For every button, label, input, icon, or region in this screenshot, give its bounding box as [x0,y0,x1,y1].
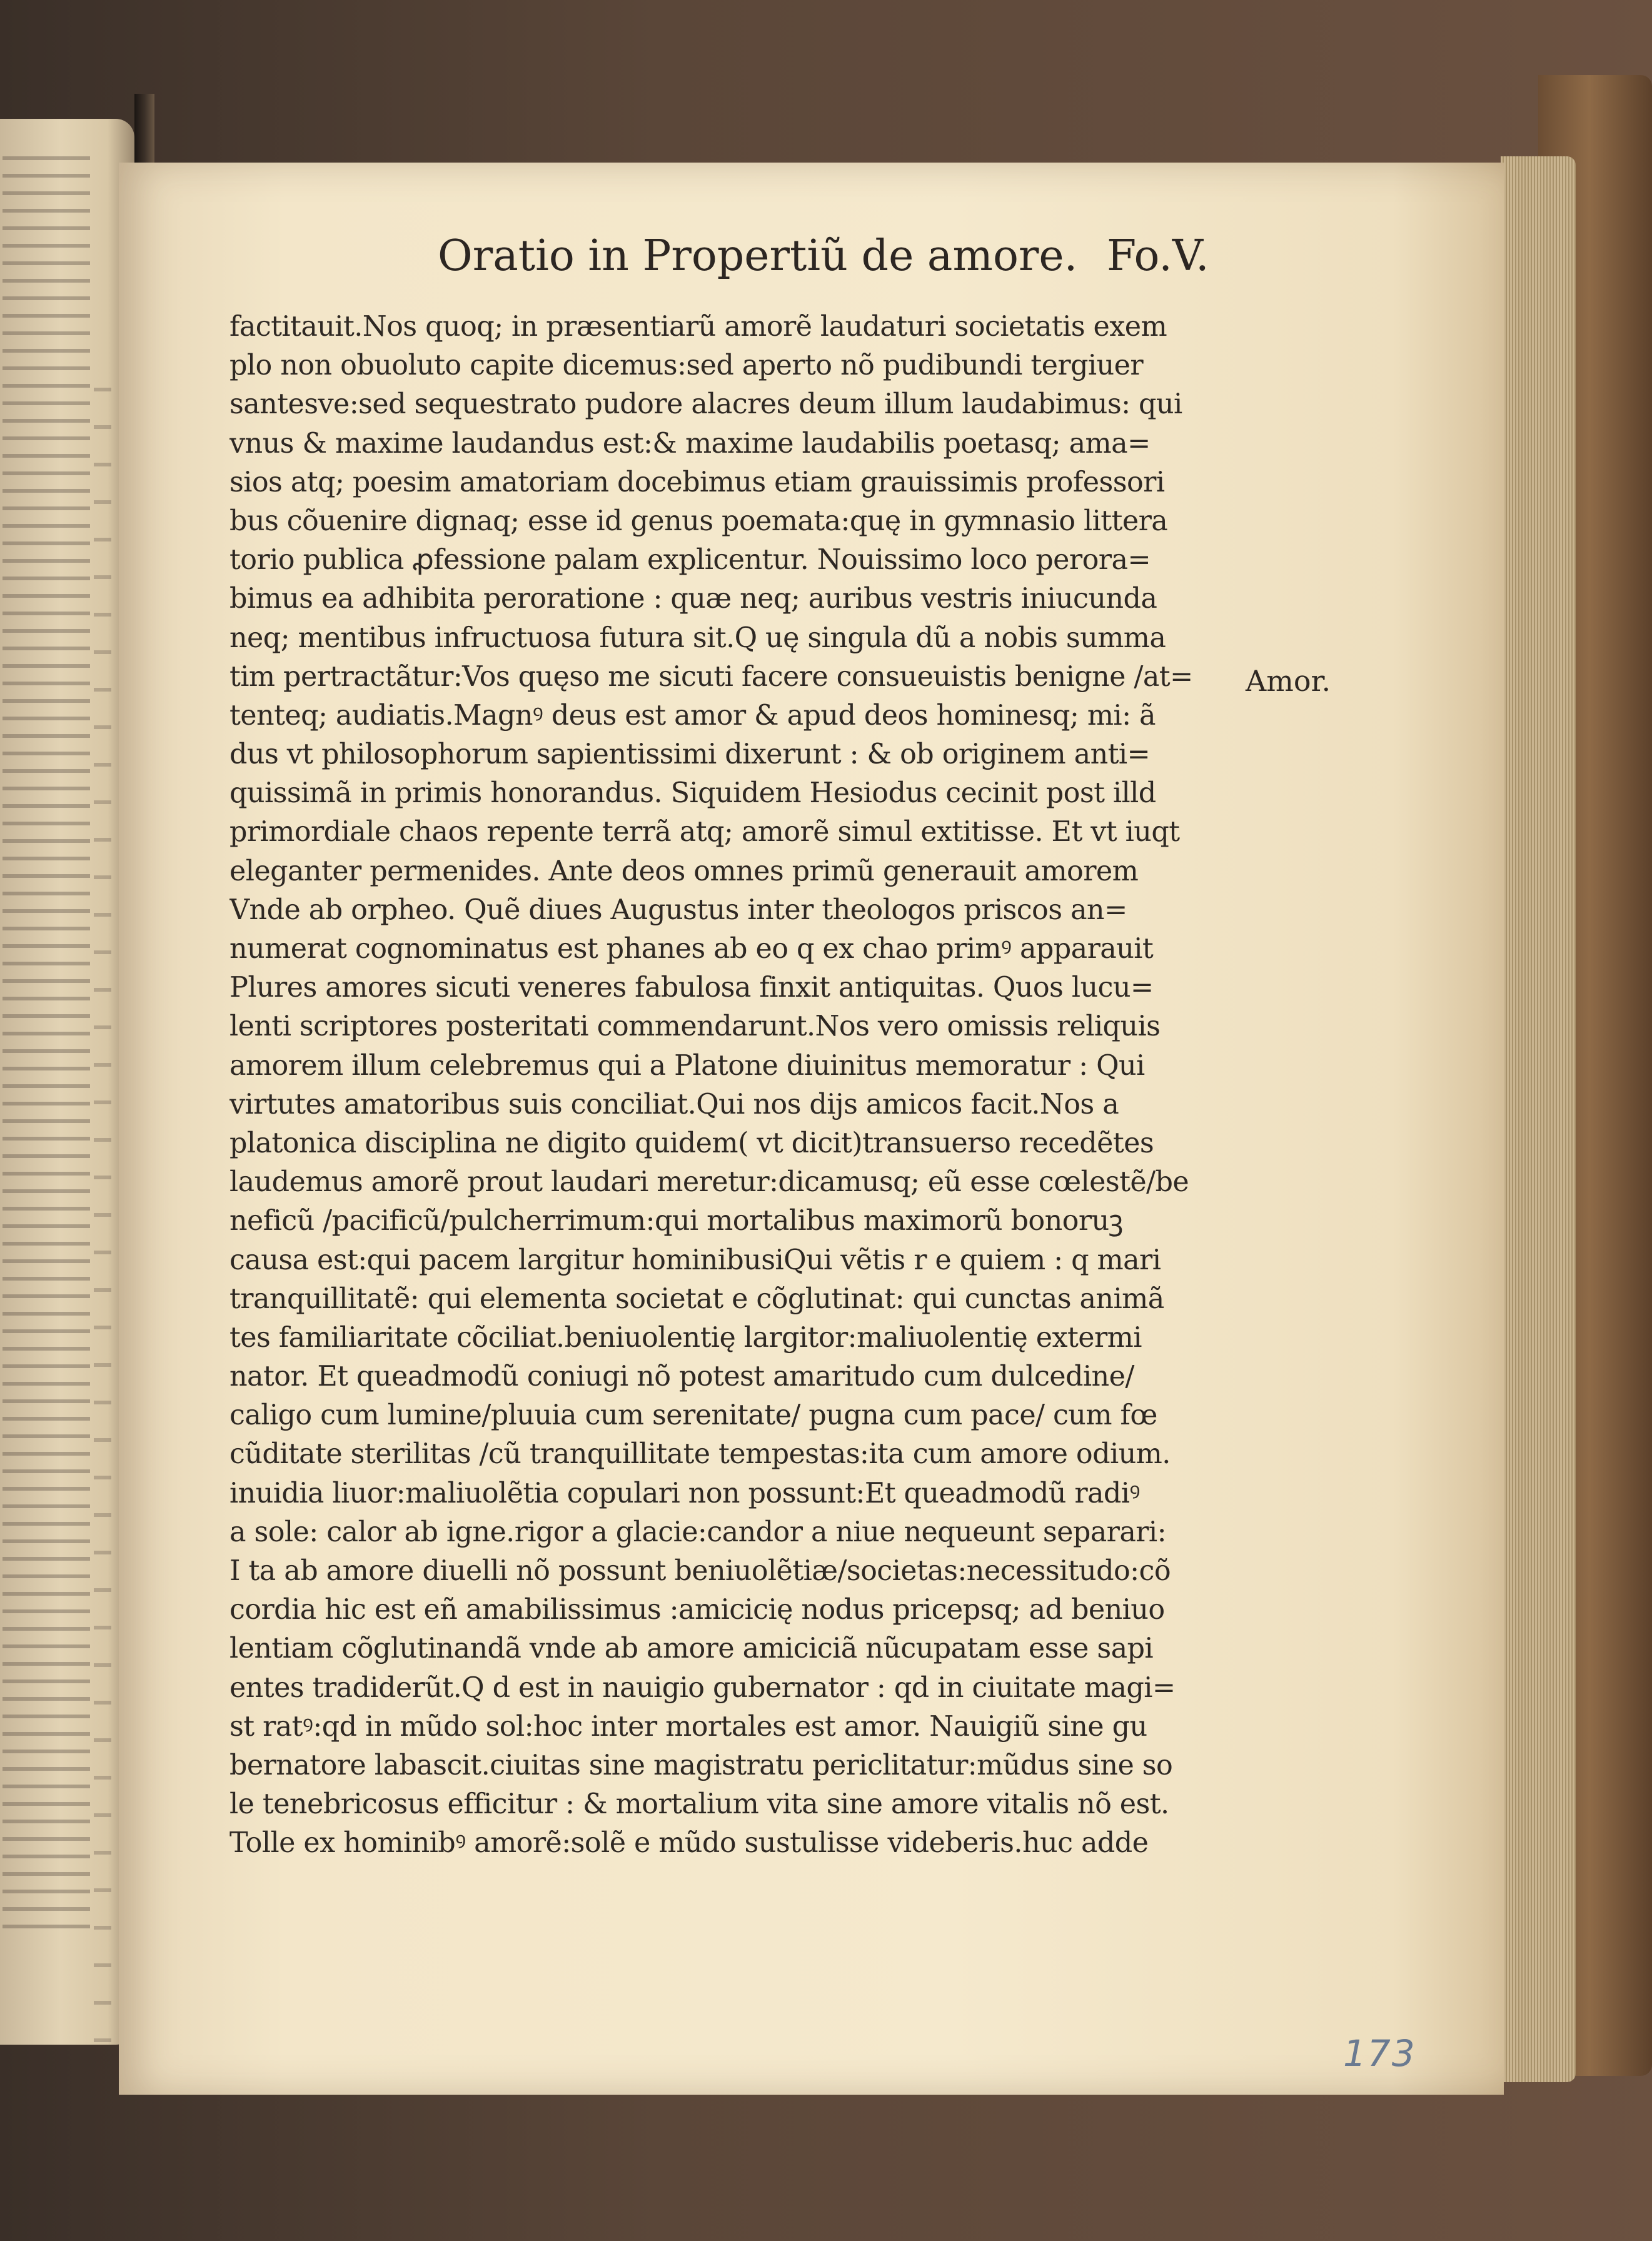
page-fore-edge [1501,156,1576,2082]
text-line: tranquillitatẽ: qui elementa societat e cõglutinat: qui cunctas animã [229,1282,1164,1315]
text-line: tim pertractãtur:Vos quęso me sicuti facere consueuistis benigne /at= [229,660,1193,693]
text-line: le tenebricosus efficitur : & mortalium vita sine amore vitalis nõ est. [229,1788,1169,1821]
text-line: amorem illum celebremus qui a Platone diuinitus memoratur : Qui [229,1049,1145,1082]
text-line: I ta ab amore diuelli nõ possunt beniuolẽtiæ/societas:necessitudo:cõ [229,1555,1171,1587]
text-line: Tolle ex hominibꝰ amorẽ:solẽ e mũdo sustulisse videberis.huc adde [229,1827,1149,1860]
text-line: Plures amores sicuti veneres fabulosa finxit antiquitas. Quos lucu= [229,972,1154,1004]
text-line: inuidia liuor:maliuolẽtia copulari non possunt:Et queadmodũ radiꝰ [229,1477,1140,1509]
running-header [438,231,1219,281]
text-line: neq; mentibus infructuosa futura sit.Q uę singula dũ a nobis summa [229,622,1166,654]
text-line: numerat cognominatus est phanes ab eo q ex chao primꝰ apparauit [229,933,1154,965]
text-line: quissimã in primis honorandus. Siquidem Hesiodus cecinit post illd [229,777,1156,810]
left-page [0,119,134,2045]
text-line: lentiam cõglutinandã vnde ab amore amiciciã nũcupatam esse sapi [229,1633,1154,1665]
text-line: sios atq; poesim amatoriam docebimus etiam grauissimis professori [229,466,1165,498]
marginal-note: Amor. [1246,664,1331,698]
text-line: virtutes amatoribus suis conciliat.Qui nos dijs amicos facit.Nos a [229,1088,1119,1120]
text-line: tes familiaritate cõciliat.beniuolentię largitor:maliuolentię extermi [229,1321,1142,1354]
text-line: cordia hic est eñ amabilissimus :amicicię nodus pricepsq; ad beniuo [229,1594,1165,1626]
text-line: factitauit.Nos quoq; in præsentiarũ amorẽ laudaturi societatis exem [229,311,1167,343]
text-line: plo non obuoluto capite dicemus:sed aperto nõ pudibundi tergiuer [229,350,1143,382]
text-line: causa est:qui pacem largitur hominibusiQui vẽtis r e quiem : q mari [229,1244,1161,1276]
folio-number: Fo.V. [1107,231,1209,281]
text-line: lenti scriptores posteritati commendarunt.Nos vero omissis reliquis [229,1010,1161,1043]
text-line: nator. Et queadmodũ coniugi nõ potest amaritudo cum dulcedine/ [229,1361,1134,1393]
text-line: tenteq; audiatis.Magnꝰ deus est amor & apud deos hominesq; mi: ã [229,699,1156,732]
text-line: eleganter permenides. Ante deos omnes primũ generauit amorem [229,855,1139,887]
text-line: neficũ /pacificũ/pulcherrimum:qui mortalibus maximorũ bonoruꝫ [229,1205,1123,1237]
text-line: caligo cum lumine/pluuia cum serenitate/ pugna cum pace/ cum fœ [229,1399,1157,1432]
running-title: Oratio in Propertiũ de amore. [438,231,1078,281]
text-line: laudemus amorẽ prout laudari meretur:dicamusq; eũ esse cœlestẽ/be [229,1166,1189,1199]
text-line: entes tradiderũt.Q d est in nauigio gubernator : qd in ciuitate magi= [229,1671,1176,1704]
text-line: torio publica ꝓfessione palam explicentur. Nouissimo loco perora= [229,544,1151,577]
text-line: dus vt philosophorum sapientissimi dixerunt : & ob originem anti= [229,738,1151,771]
text-line: bus cõuenire dignaq; esse id genus poemata:quę in gymnasio littera [229,505,1168,537]
body-text [229,308,1236,1863]
handwritten-page-number: 173 [1343,2032,1416,2075]
text-line: platonica disciplina ne digito quidem( vt dicit)transuerso recedẽtes [229,1127,1154,1159]
text-line: vnus & maxime laudandus est:& maxime laudabilis poetasq; ama= [229,427,1151,460]
text-line: st ratꝰ:qd in mũdo sol:hoc inter mortales est amor. Nauigiũ sine gu [229,1710,1147,1743]
text-line: a sole: calor ab igne.rigor a glacie:candor a niue nequeunt separari: [229,1516,1166,1548]
text-line: primordiale chaos repente terrã atq; amorẽ simul extitisse. Et vt iuqt [229,816,1180,849]
text-line: bimus ea adhibita peroratione : quæ neq; auribus vestris iniucunda [229,583,1157,615]
left-page-text-block [3,156,90,1942]
text-line: Vnde ab orpheo. Quẽ diues Augustus inter theologos priscos an= [229,894,1127,926]
text-line: cũditate sterilitas /cũ tranquillitate tempestas:ita cum amore odium. [229,1438,1171,1471]
text-line: santesve:sed sequestrato pudore alacres deum illum laudabimus: qui [229,388,1182,421]
text-line: bernatore labascit.ciuitas sine magistratu periclitatur:mũdus sine so [229,1749,1173,1781]
